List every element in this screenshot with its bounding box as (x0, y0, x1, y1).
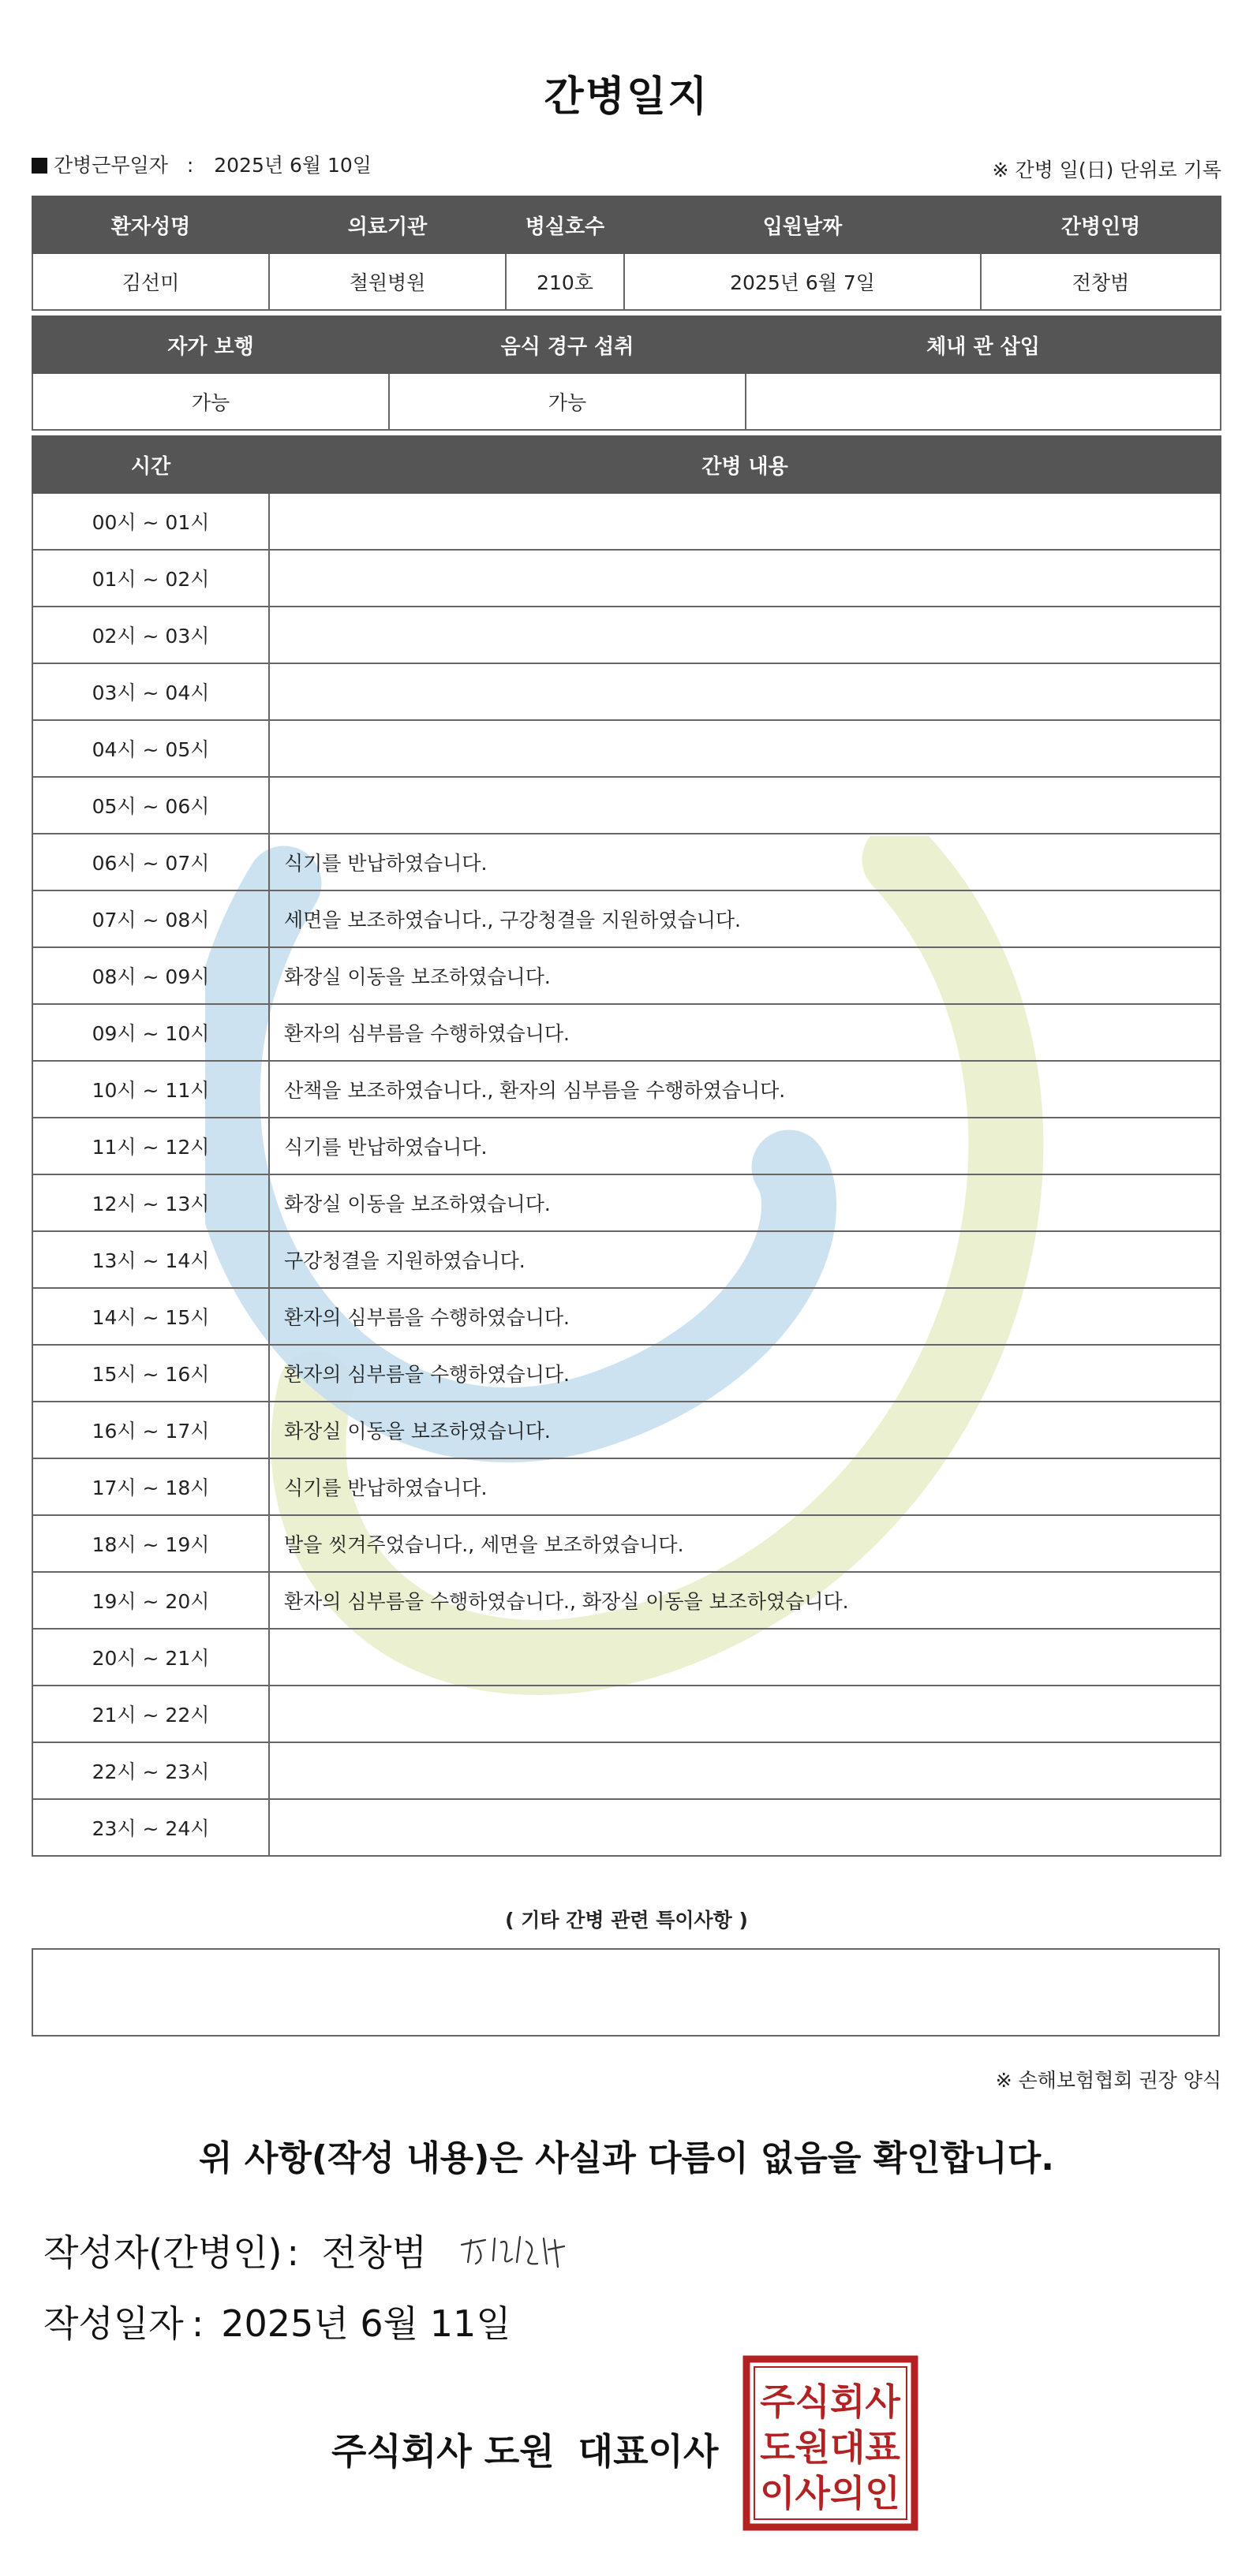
writer-separator: : (286, 2231, 300, 2274)
patient-header-hospital: 의료기관 (269, 196, 506, 253)
status-walking: 가능 (32, 373, 389, 430)
table-row (32, 834, 1221, 890)
patient-name: 김선미 (32, 253, 269, 310)
log-content: 식기를 반납하였습니다. (269, 1458, 1221, 1515)
record-note: ※ 간병 일(日) 단위로 기록 (992, 159, 1221, 181)
table-row (32, 947, 1221, 1004)
log-content (269, 1686, 1221, 1742)
log-header-content: 간병 내용 (269, 436, 1221, 493)
patient-header-admission-date: 입원날짜 (624, 196, 981, 253)
log-time: 09시 ~ 10시 (32, 1004, 269, 1061)
log-content (269, 663, 1221, 720)
log-time: 20시 ~ 21시 (32, 1629, 269, 1686)
written-date-separator: : (191, 2302, 204, 2345)
seal-line-1: 주식회사 (760, 2380, 900, 2423)
written-date-value: 2025년 6월 11일 (221, 2302, 511, 2345)
log-content (269, 720, 1221, 777)
log-content: 환자의 심부름을 수행하였습니다. (269, 1288, 1221, 1345)
log-time: 10시 ~ 11시 (32, 1061, 269, 1118)
log-time: 19시 ~ 20시 (32, 1572, 269, 1629)
log-content (269, 1629, 1221, 1686)
table-row (32, 493, 1221, 550)
log-time: 00시 ~ 01시 (32, 493, 269, 550)
log-content (269, 777, 1221, 834)
log-header-time: 시간 (32, 436, 269, 493)
log-time: 08시 ~ 09시 (32, 947, 269, 1004)
work-date-label: 간병근무일자 (54, 154, 168, 177)
log-time: 02시 ~ 03시 (32, 607, 269, 663)
status-tube (746, 373, 1221, 430)
company-name: 주식회사 도원 (331, 2430, 555, 2473)
table-row (32, 1288, 1221, 1345)
log-content: 환자의 심부름을 수행하였습니다. (269, 1004, 1221, 1061)
table-row (32, 1118, 1221, 1174)
special-notes-box (32, 1948, 1220, 2037)
log-time: 06시 ~ 07시 (32, 834, 269, 890)
room-number: 210호 (506, 253, 624, 310)
company-seal-stamp (742, 2354, 919, 2532)
patient-info-table (32, 196, 1221, 311)
table-row (32, 1174, 1221, 1231)
square-bullet-icon (32, 158, 47, 174)
table-row (32, 607, 1221, 663)
log-content: 화장실 이동을 보조하였습니다. (269, 1174, 1221, 1231)
source-note: ※ 손해보험협회 권장 양식 (995, 2069, 1221, 2092)
log-time: 12시 ~ 13시 (32, 1174, 269, 1231)
log-time: 23시 ~ 24시 (32, 1799, 269, 1856)
log-content: 식기를 반납하였습니다. (269, 1118, 1221, 1174)
log-content: 산책을 보조하였습니다., 환자의 심부름을 수행하였습니다. (269, 1061, 1221, 1118)
log-content: 구강청결을 지원하였습니다. (269, 1231, 1221, 1288)
confirmation-statement: 위 사항(작성 내용)은 사실과 다름이 없음을 확인합니다. (199, 2138, 1054, 2178)
log-time: 04시 ~ 05시 (32, 720, 269, 777)
log-content: 식기를 반납하였습니다. (269, 834, 1221, 890)
written-date-row (43, 2295, 511, 2347)
log-content: 환자의 심부름을 수행하였습니다. (269, 1345, 1221, 1402)
table-row (32, 550, 1221, 607)
care-log-table (32, 435, 1221, 1857)
special-notes-title: ( 기타 간병 관련 특이사항 ) (505, 1909, 748, 1932)
log-content (269, 1799, 1221, 1856)
page-title: 간병일지 (544, 73, 709, 121)
table-row (32, 1402, 1221, 1458)
log-content: 발을 씻겨주었습니다., 세면을 보조하였습니다. (269, 1515, 1221, 1572)
table-row (32, 1061, 1221, 1118)
table-row (32, 1742, 1221, 1799)
log-time: 15시 ~ 16시 (32, 1345, 269, 1402)
seal-line-3: 이사의인 (760, 2472, 900, 2514)
table-row (32, 1231, 1221, 1288)
log-time: 14시 ~ 15시 (32, 1288, 269, 1345)
table-row (32, 890, 1221, 947)
patient-header-caregiver: 간병인명 (981, 196, 1221, 253)
work-date-value: 2025년 6월 10일 (214, 154, 372, 177)
status-header-tube: 체내 관 삽입 (746, 316, 1221, 373)
table-row (32, 777, 1221, 834)
handwritten-signature (454, 2223, 580, 2278)
log-content (269, 493, 1221, 550)
table-row (32, 1799, 1221, 1856)
log-content: 화장실 이동을 보조하였습니다. (269, 947, 1221, 1004)
company-signature-line (331, 2423, 718, 2475)
table-row (32, 720, 1221, 777)
table-row (32, 663, 1221, 720)
table-row (32, 1686, 1221, 1742)
log-content (269, 1742, 1221, 1799)
log-content: 환자의 심부름을 수행하였습니다., 화장실 이동을 보조하였습니다. (269, 1572, 1221, 1629)
table-row (32, 1345, 1221, 1402)
log-content (269, 550, 1221, 607)
patient-header-name: 환자성명 (32, 196, 269, 253)
table-row (32, 1458, 1221, 1515)
work-date-separator: : (186, 154, 194, 177)
log-time: 17시 ~ 18시 (32, 1458, 269, 1515)
log-time: 21시 ~ 22시 (32, 1686, 269, 1742)
written-date-label: 작성일자 (43, 2302, 184, 2345)
log-time: 01시 ~ 02시 (32, 550, 269, 607)
writer-label: 작성자(간병인) (43, 2231, 282, 2274)
log-time: 05시 ~ 06시 (32, 777, 269, 834)
table-row (32, 1515, 1221, 1572)
work-date-row (32, 150, 372, 178)
log-time: 18시 ~ 19시 (32, 1515, 269, 1572)
log-content (269, 607, 1221, 663)
log-time: 11시 ~ 12시 (32, 1118, 269, 1174)
status-oral-intake: 가능 (389, 373, 746, 430)
admission-date: 2025년 6월 7일 (624, 253, 981, 310)
log-time: 13시 ~ 14시 (32, 1231, 269, 1288)
log-time: 03시 ~ 04시 (32, 663, 269, 720)
log-time: 16시 ~ 17시 (32, 1402, 269, 1458)
patient-status-table (32, 315, 1221, 431)
caregiver-name: 전창범 (981, 253, 1221, 310)
hospital-name: 철원병원 (269, 253, 506, 310)
status-header-walking: 자가 보행 (32, 316, 389, 373)
log-time: 07시 ~ 08시 (32, 890, 269, 947)
writer-row (43, 2224, 427, 2276)
seal-line-2: 도원대표 (760, 2426, 900, 2469)
status-header-oral-intake: 음식 경구 섭취 (389, 316, 746, 373)
care-log-rows (32, 493, 1221, 1856)
table-row (32, 1629, 1221, 1686)
log-content: 세면을 보조하였습니다., 구강청결을 지원하였습니다. (269, 890, 1221, 947)
table-row (32, 1572, 1221, 1629)
writer-name: 전창범 (321, 2231, 427, 2274)
log-time: 22시 ~ 23시 (32, 1742, 269, 1799)
patient-header-room: 병실호수 (506, 196, 624, 253)
table-row (32, 1004, 1221, 1061)
log-content: 화장실 이동을 보조하였습니다. (269, 1402, 1221, 1458)
company-role: 대표이사 (578, 2430, 719, 2473)
